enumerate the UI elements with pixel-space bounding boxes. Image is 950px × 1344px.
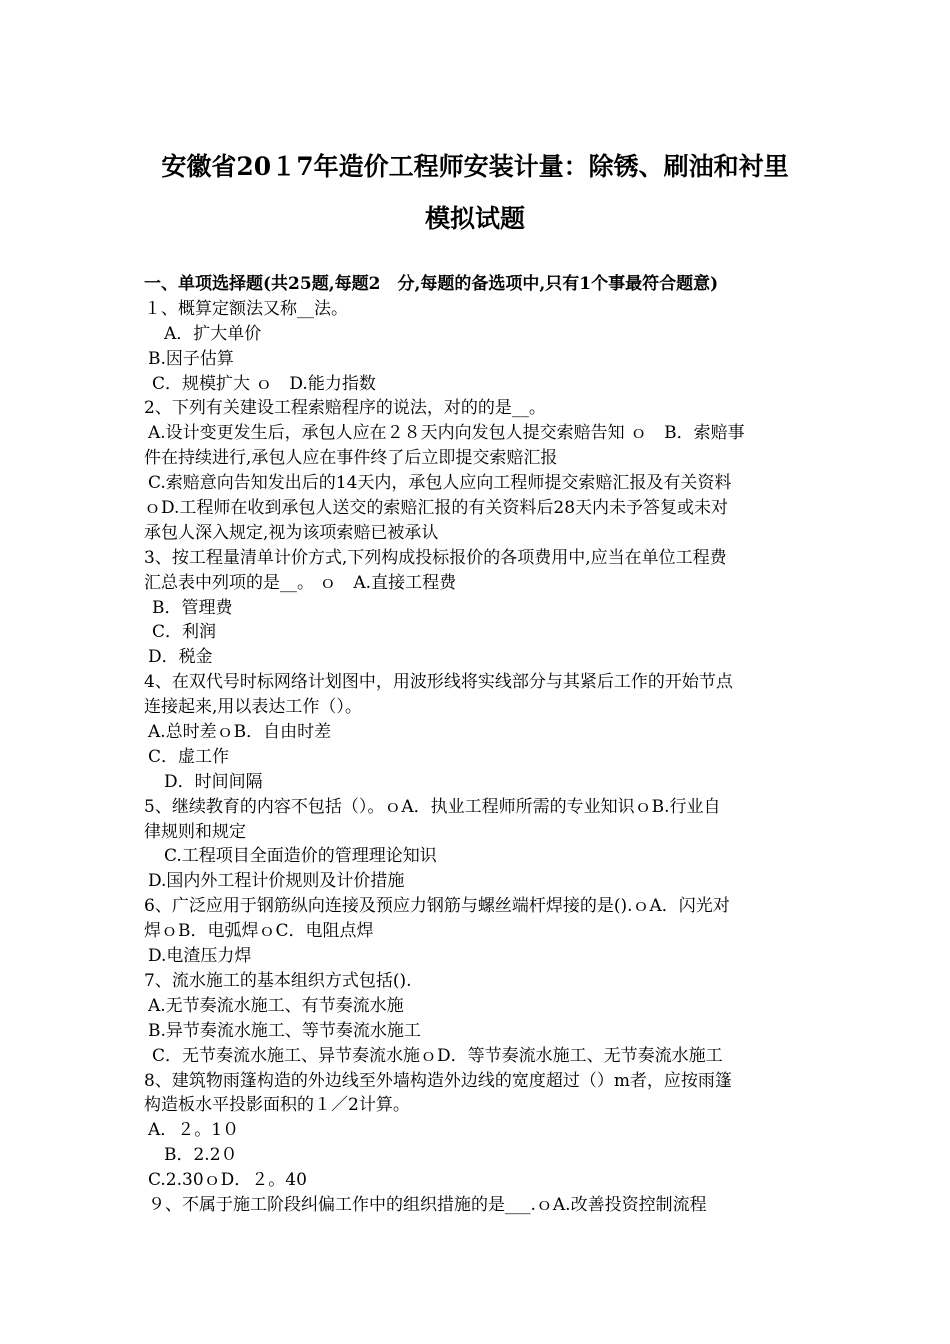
question-6-cont: 焊ｏB．电弧焊ｏC．电阻点焊 [144,921,374,942]
option-line: A.总时差ｏB．自由时差 [148,722,332,743]
option-line: D.国内外工程计价规则及计价措施 [148,871,405,892]
question-7: 7、流水施工的基本组织方式包括(). [144,970,412,991]
option-line: C．虚工作 [148,746,230,767]
question-2: 2、下列有关建设工程索赔程序的说法，对的的是__。 [144,398,546,419]
document-body [144,272,808,1218]
option-line: C.工程项目全面造价的管理理论知识 [164,846,437,867]
option-line: D．时间间隔 [164,771,263,792]
question-6: 6、广泛应用于钢筋纵向连接及预应力钢筋与螺丝端杆焊接的是().ｏA．闪光对 [144,896,730,917]
option-line: C.索赔意向告知发出后的14天内，承包人应向工程师提交索赔汇报及有关资料 [148,473,732,494]
option-line: ｏD.工程师在收到承包人送交的索赔汇报的有关资料后28天内未予答复或未对 [144,498,729,519]
document-title: 安徽省20１7年造价工程师安装计量：除锈、刷油和衬里 [161,152,789,181]
section-heading: 一、单项选择题(共25题,每题2 分,每题的备选项中,只有1个事最符合题意) [144,274,719,294]
question-5: 5、继续教育的内容不包括（）。ｏA．执业工程师所需的专业知识ｏB.行业自 [144,796,721,817]
question-8-cont: 构造板水平投影面积的１／2计算。 [144,1095,410,1116]
option-line: B.异节奏流水施工、等节奏流水施工 [148,1020,421,1041]
option-line: D．税金 [148,647,213,668]
option-line: C．利润 [152,622,217,643]
option-line: C.2.30ｏD．２。40 [148,1170,307,1191]
option-line: B.因子估算 [148,348,234,369]
option-line: A．扩大单价 [164,323,262,344]
option-line: 件在持续进行,承包人应在事件终了后立即提交索赔汇报 [144,448,558,469]
question-9: ９、不属于施工阶段纠偏工作中的组织措施的是___.ｏA.改善投资控制流程 [148,1194,707,1215]
option-line: B．管理费 [152,597,233,618]
option-line: A.设计变更发生后，承包人应在２８天内向发包人提交索赔告知 ｏ B．索赔事 [148,423,745,444]
option-line: C．规模扩大 ｏ D.能力指数 [152,373,376,394]
option-line: C．无节奏流水施工、异节奏流水施ｏD．等节奏流水施工、无节奏流水施工 [152,1045,723,1066]
question-8: 8、建筑物雨篷构造的外边线至外墙构造外边线的宽度超过（）m者，应按雨篷 [144,1070,732,1091]
question-3-cont: 汇总表中列项的是__。 ｏ A.直接工程费 [144,572,457,593]
question-5-cont: 律规则和规定 [144,821,246,842]
option-line: 承包人深入规定,视为该项索赔已被承认 [144,522,439,543]
option-line: A.无节奏流水施工、有节奏流水施 [148,995,404,1016]
document-subtitle: 模拟试题 [424,204,525,233]
question-1: １、概算定额法又称__法。 [144,298,348,319]
question-3: 3、按工程量清单计价方式,下列构成投标报价的各项费用中,应当在单位工程费 [144,547,727,568]
option-line: D.电渣压力焊 [148,946,252,967]
question-4-cont: 连接起来,用以表达工作（）。 [144,697,362,718]
option-line: B．2.2０ [164,1145,238,1166]
question-4: 4、在双代号时标网络计划图中，用波形线将实线部分与其紧后工作的开始节点 [144,672,733,693]
option-line: A．２。1０ [148,1120,240,1141]
